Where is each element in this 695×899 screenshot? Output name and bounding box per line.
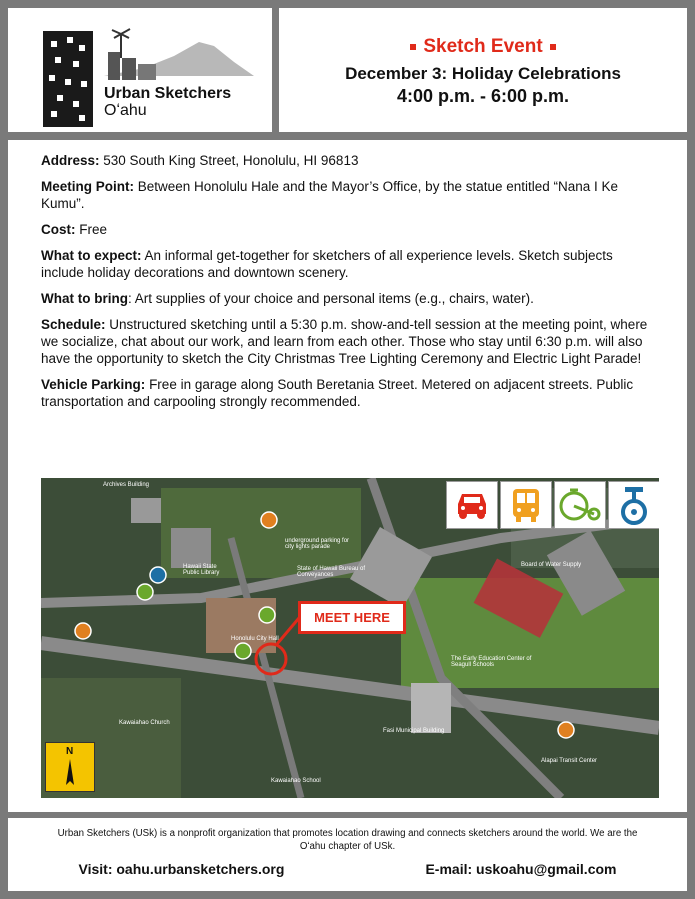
footer-panel xyxy=(8,818,687,891)
what-to-bring-row: What to bring: Art supplies of your choice and personal items (e.g., chairs, water). xyxy=(41,291,534,306)
bus-icon xyxy=(500,481,552,529)
map-label: Board of Water Supply xyxy=(521,562,582,568)
north-arrow-icon xyxy=(46,743,94,791)
map-label: Archives Building xyxy=(103,482,150,488)
location-map[interactable] xyxy=(41,478,659,798)
logo-building-icon xyxy=(43,31,93,127)
bicycle-icon xyxy=(554,481,606,529)
event-details xyxy=(41,152,653,419)
event-time: 4:00 p.m. - 6:00 p.m. xyxy=(396,86,570,106)
map-label: Kawaiahao School xyxy=(271,778,321,784)
map-label: Fasi Municipal Building xyxy=(383,728,445,734)
details-panel xyxy=(8,140,687,812)
schedule-row: Schedule: Unstructured sketching until a 5:30 p.m. show-and-tell session at the meeting point, where we socialize, chat about our work, and learn from each other. Those who stay until 6:30 p.m. will also have the opportunity to sketch the City Christmas Tree Lighting Ceremony and Electric Light Parade! xyxy=(41,317,648,366)
skyline-icon xyxy=(104,28,254,83)
event-tag: Sketch Event xyxy=(279,36,687,58)
event-title: December 3: Holiday Celebrations xyxy=(345,64,621,83)
unicycle-icon xyxy=(608,481,659,529)
car-icon xyxy=(446,481,498,529)
email-link[interactable]: E-mail: uskoahu@gmail.com xyxy=(425,861,617,877)
map-label: The Early Education Center of Seagull Schools xyxy=(451,656,532,668)
meeting-point-row: Meeting Point: Between Honolulu Hale and the Mayor’s Office, by the statue entitled “Nana I Ke Kumu”. xyxy=(41,179,619,211)
map-label: underground parking for city lights parade xyxy=(285,538,350,550)
map-label: State of Hawaii Bureau of Conveyances xyxy=(297,566,366,578)
footer-description: Urban Sketchers (USk) is a nonprofit organization that promotes location drawing and connects sketchers around the world. We are the Oʻahu chapter of USk. xyxy=(57,828,638,852)
map-label: Hawaii State Public Library xyxy=(183,564,220,576)
map-label: Alapai Transit Center xyxy=(541,758,598,764)
meet-here-marker: MEET HERE xyxy=(298,601,406,634)
transport-modes xyxy=(444,481,659,529)
address-row: Address: 530 South King Street, Honolulu, HI 96813 xyxy=(41,153,359,168)
bullet-square-icon xyxy=(410,44,416,50)
logo-panel xyxy=(8,8,272,132)
website-link[interactable]: Visit: oahu.urbansketchers.org xyxy=(78,861,285,877)
north-arrow: N xyxy=(45,742,95,792)
logo-title: Urban Sketchers xyxy=(104,85,232,102)
logo-subtitle: Oʻahu xyxy=(104,102,147,119)
footer-links xyxy=(8,861,687,877)
cost-row: Cost: Free xyxy=(41,222,108,237)
what-to-expect-row: What to expect: An informal get-together for sketchers of all experience levels. Sketch subjects include holiday decorations and downtown scenery. xyxy=(41,248,613,280)
map-label: Honolulu City Hall xyxy=(231,636,279,642)
bullet-square-icon xyxy=(550,44,556,50)
event-header-panel xyxy=(279,8,687,132)
map-label: Kawaiahao Church xyxy=(119,720,170,726)
parking-row: Vehicle Parking: Free in garage along South Beretania Street. Metered on adjacent streets. Public transportation and carpooling strongly recommended. xyxy=(41,377,634,409)
